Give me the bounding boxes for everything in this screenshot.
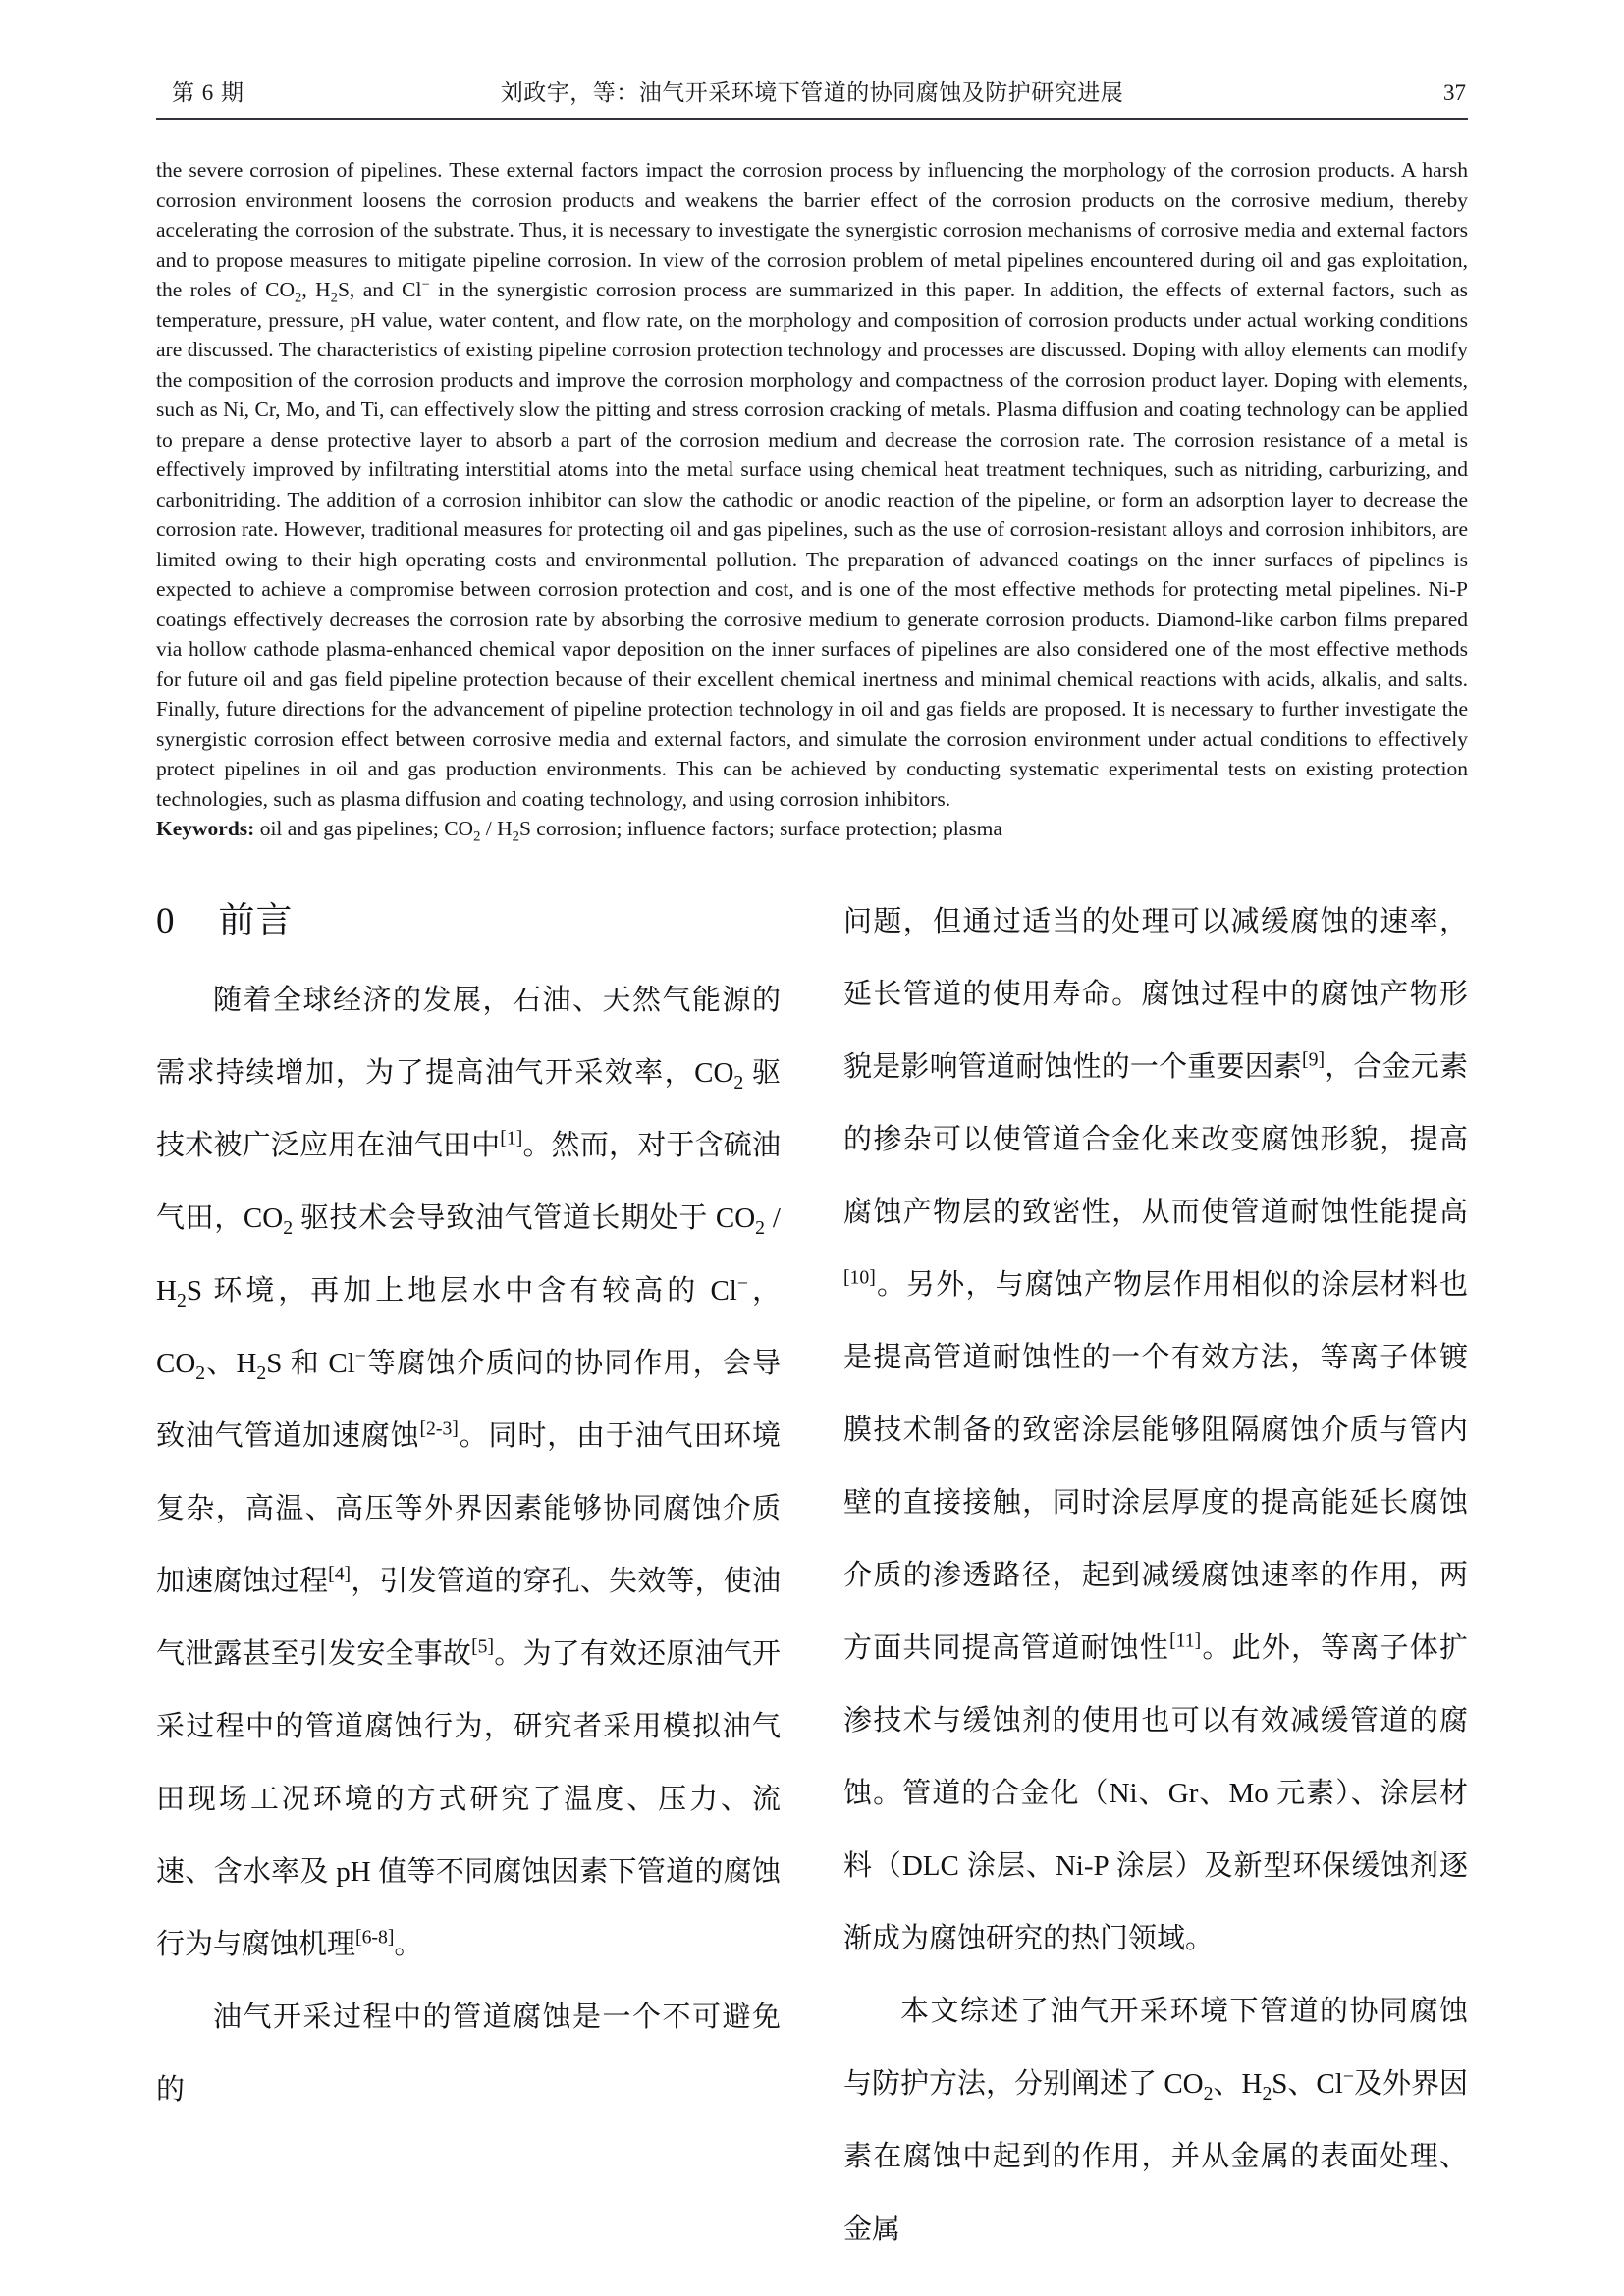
keywords-label: Keywords: (156, 817, 255, 840)
abstract-text: the severe corrosion of pipelines. These external factors impact the corrosion process by influencing the morphology of the corrosion products. A harsh corrosion environment loosens the corrosion products and weakens the barrier effect of the corrosion products on the corrosive medium, thereby accelerating the corrosion of the substrate. Thus, it is necessary to investigate the synergistic corrosion mechanisms of corrosive media and external factors and to propose measures to mitigate pipeline corrosion. In view of the corrosion problem of metal pipelines encountered during oil and gas exploitation, the roles of $CO_2$, $H_2S$, and Cl− in the synergistic corrosion process are summarized in this paper. In addition, the effects of external factors, such as temperature, pressure, pH value, water content, and flow rate, on the morphology and composition of corrosion products under actual working conditions are discussed. The characteristics of existing pipeline corrosion protection technology and processes are discussed. Doping with alloy elements can modify the composition of the corrosion products and improve the corrosion morphology and compactness of the corrosion product layer. Doping with elements, such as Ni, Cr, Mo, and Ti, can effectively slow the pitting and stress corrosion cracking of metals. Plasma diffusion and coating technology can be applied to prepare a dense protective layer to absorb a part of the corrosion medium and decrease the corrosion rate. The corrosion resistance of a metal is effectively improved by infiltrating interstitial atoms into the metal surface using chemical heat treatment techniques, such as nitriding, carburizing, and carbonitriding. The addition of a corrosion inhibitor can slow the cathodic or anodic reaction of the pipeline, or form an adsorption layer to decrease the corrosion rate. However, traditional measures for protecting oil and gas pipelines, such as the use of corrosion-resistant alloys and corrosion inhibitors, are limited owing to their high operating costs and environmental pollution. The preparation of advanced coatings on the inner surfaces of pipelines is expected to achieve a compromise between corrosion protection and cost, and is one of the most effective methods for protecting metal pipelines. Ni-P coatings effectively decreases the corrosion rate by absorbing the corrosive medium to generate corrosion products. Diamond-like carbon films prepared via hollow cathode plasma-enhanced chemical vapor deposition on the inner surfaces of pipelines are also considered one of the most effective methods for future oil and gas field pipeline protection because of their excellent chemical inertness and minimal chemical reactions with acids, alkalis, and salts. Finally, future directions for the advancement of pipeline protection technology in oil and gas fields are proposed. It is necessary to further investigate the synergistic corrosion effect between corrosive media and external factors, and simulate the corrosion environment under actual conditions to effectively protect pipelines in oil and gas production environments. This can be achieved by conducting systematic experimental tests on existing protection technologies, such as plasma diffusion and coating technology, and using corrosion inhibitors. (156, 158, 1468, 811)
intro-paragraph-2-continued: 问题，但通过适当的处理可以减缓腐蚀的速率，延长管道的使用寿命。腐蚀过程中的腐蚀产物形貌是影响管道耐蚀性的一个重要因素[9]，合金元素的掺杂可以使管道合金化来改变腐蚀形貌，提高腐蚀产物层的致密性，从而使管道耐蚀性能提高[10]。另外，与腐蚀产物层作用相似的涂层材料也是提高管道耐蚀性的一个有效方法，等离子体镀膜技术制备的致密涂层能够阻隔腐蚀介质与管内壁的直接接触，同时涂层厚度的提高能延长腐蚀介质的渗透路径，起到减缓腐蚀速率的作用，两方面共同提高管道耐蚀性[11]。此外，等离子体扩渗技术与缓蚀剂的使用也可以有效减缓管道的腐蚀。管道的合金化（Ni、Gr、Mo 元素）、涂层材料（DLC 涂层、Ni-P 涂层）及新型环保缓蚀剂逐渐成为腐蚀研究的热门领域。 (843, 905, 1468, 1954)
right-column (843, 885, 1468, 2266)
intro-paragraph-2-start: 油气开采过程中的管道腐蚀是一个不可避免的 (156, 2001, 781, 2106)
section-number: 0 (156, 900, 176, 941)
intro-paragraph-1: 随着全球经济的发展，石油、天然气能源的需求持续增加，为了提高油气开采效率，$CO_2$ 驱技术被广泛应用在油气田中[1]。然而，对于含硫油气田，$CO_2$ 驱技术会导致油气管道长期处于 $CO_2 / H_2S$ 环境，再加上地层水中含有较高的 Cl−，$CO_2$、$H_2S$ 和 Cl−等腐蚀介质间的协同作用，会导致油气管道加速腐蚀[2-3]。同时，由于油气田环境复杂，高温、高压等外界因素能够协同腐蚀介质加速腐蚀过程[4]，引发管道的穿孔、失效等，使油气泄露甚至引发安全事故[5]。为了有效还原油气开采过程中的管道腐蚀行为，研究者采用模拟油气田现场工况环境的方式研究了温度、压力、流速、含水率及 pH 值等不同腐蚀因素下管道的腐蚀行为与腐蚀机理[6-8]。 (156, 984, 781, 1960)
keywords-line (156, 814, 1468, 844)
section-title: 前言 (218, 900, 294, 941)
keywords-text: oil and gas pipelines; $CO_2 / H_2S$ corrosion; influence factors; surface protection; plasma (254, 817, 1002, 845)
paper-page (156, 0, 1468, 2266)
section-heading (156, 885, 781, 958)
page-number: 37 (1443, 80, 1466, 105)
header-rule (156, 118, 1468, 120)
left-column (156, 885, 781, 2266)
running-title: 刘政宇，等：油气开采环境下管道的协同腐蚀及防护研究进展 (500, 80, 1124, 105)
issue-label: 第 6 期 (172, 80, 244, 105)
abstract-section (156, 155, 1468, 844)
two-column-body (156, 885, 1468, 2266)
intro-paragraph-3-start: 本文综述了油气开采环境下管道的协同腐蚀与防护方法，分别阐述了 $CO_2$、$H_2S$、Cl−及外界因素在腐蚀中起到的作用，并从金属的表面处理、金属 (843, 1995, 1468, 2245)
running-head (156, 79, 1468, 114)
